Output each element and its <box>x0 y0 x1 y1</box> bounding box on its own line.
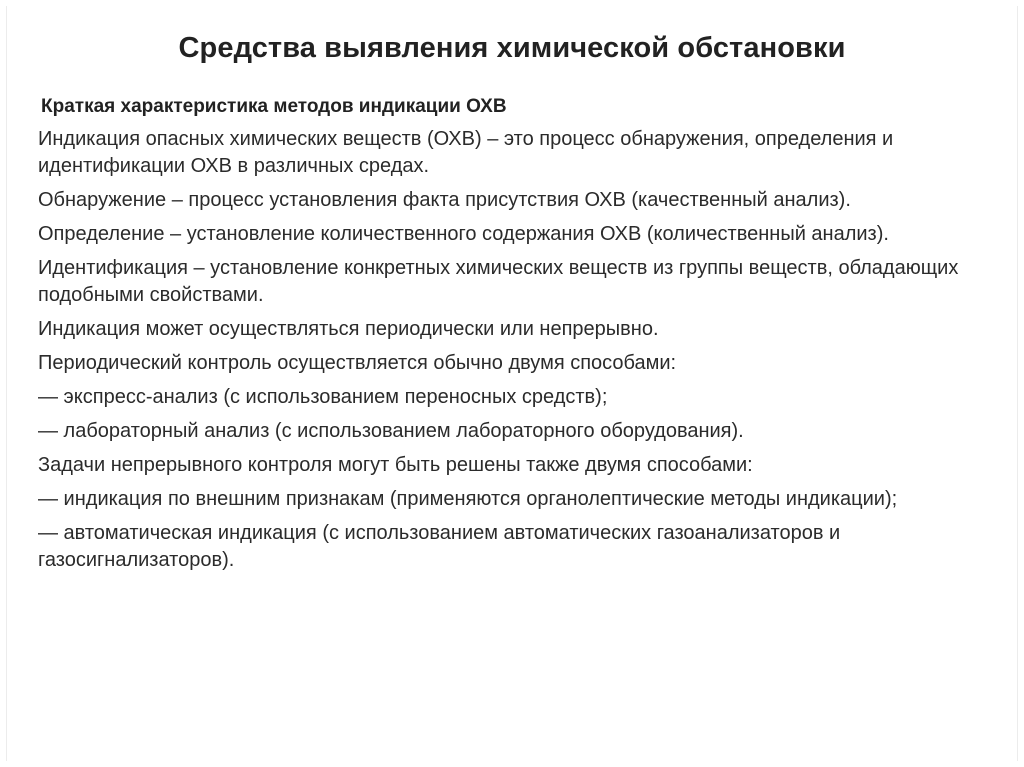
slide-subtitle: Краткая характеристика методов индикации ОХВ <box>41 96 507 117</box>
paragraph-definition-identification: Идентификация – установление конкретных химических веществ из группы веществ, обладающих подобными свойствами. <box>38 257 959 306</box>
slide-body <box>38 126 998 581</box>
list-item-automatic-indication: — автоматическая индикация (с использованием автоматических газоанализаторов и газосигнализаторов). <box>38 522 841 571</box>
list-item-express-analysis: — экспресс-анализ (с использованием переносных средств); <box>38 386 608 408</box>
slide-title: Средства выявления химической обстановки <box>178 32 846 64</box>
paragraph-definition-determination: Определение – установление количественного содержания ОХВ (количественный анализ). <box>38 223 889 245</box>
paragraph-periodic-control: Периодический контроль осуществляется обычно двумя способами: <box>38 352 677 374</box>
list-item-laboratory-analysis: — лабораторный анализ (с использованием лабораторного оборудования). <box>38 420 744 442</box>
paragraph-continuous-control: Задачи непрерывного контроля могут быть решены также двумя способами: <box>38 454 753 476</box>
list-item-external-signs: — индикация по внешним признакам (применяются органолептические методы индикации); <box>38 488 898 510</box>
paragraph-definition-indication: Индикация опасных химических веществ (ОХВ) – это процесс обнаружения, определения и идентификации ОХВ в различных средах. <box>38 128 894 177</box>
paragraph-definition-detection: Обнаружение – процесс установления факта присутствия ОХВ (качественный анализ). <box>38 189 851 211</box>
paragraph-indication-modes: Индикация может осуществляться периодически или непрерывно. <box>38 318 659 340</box>
